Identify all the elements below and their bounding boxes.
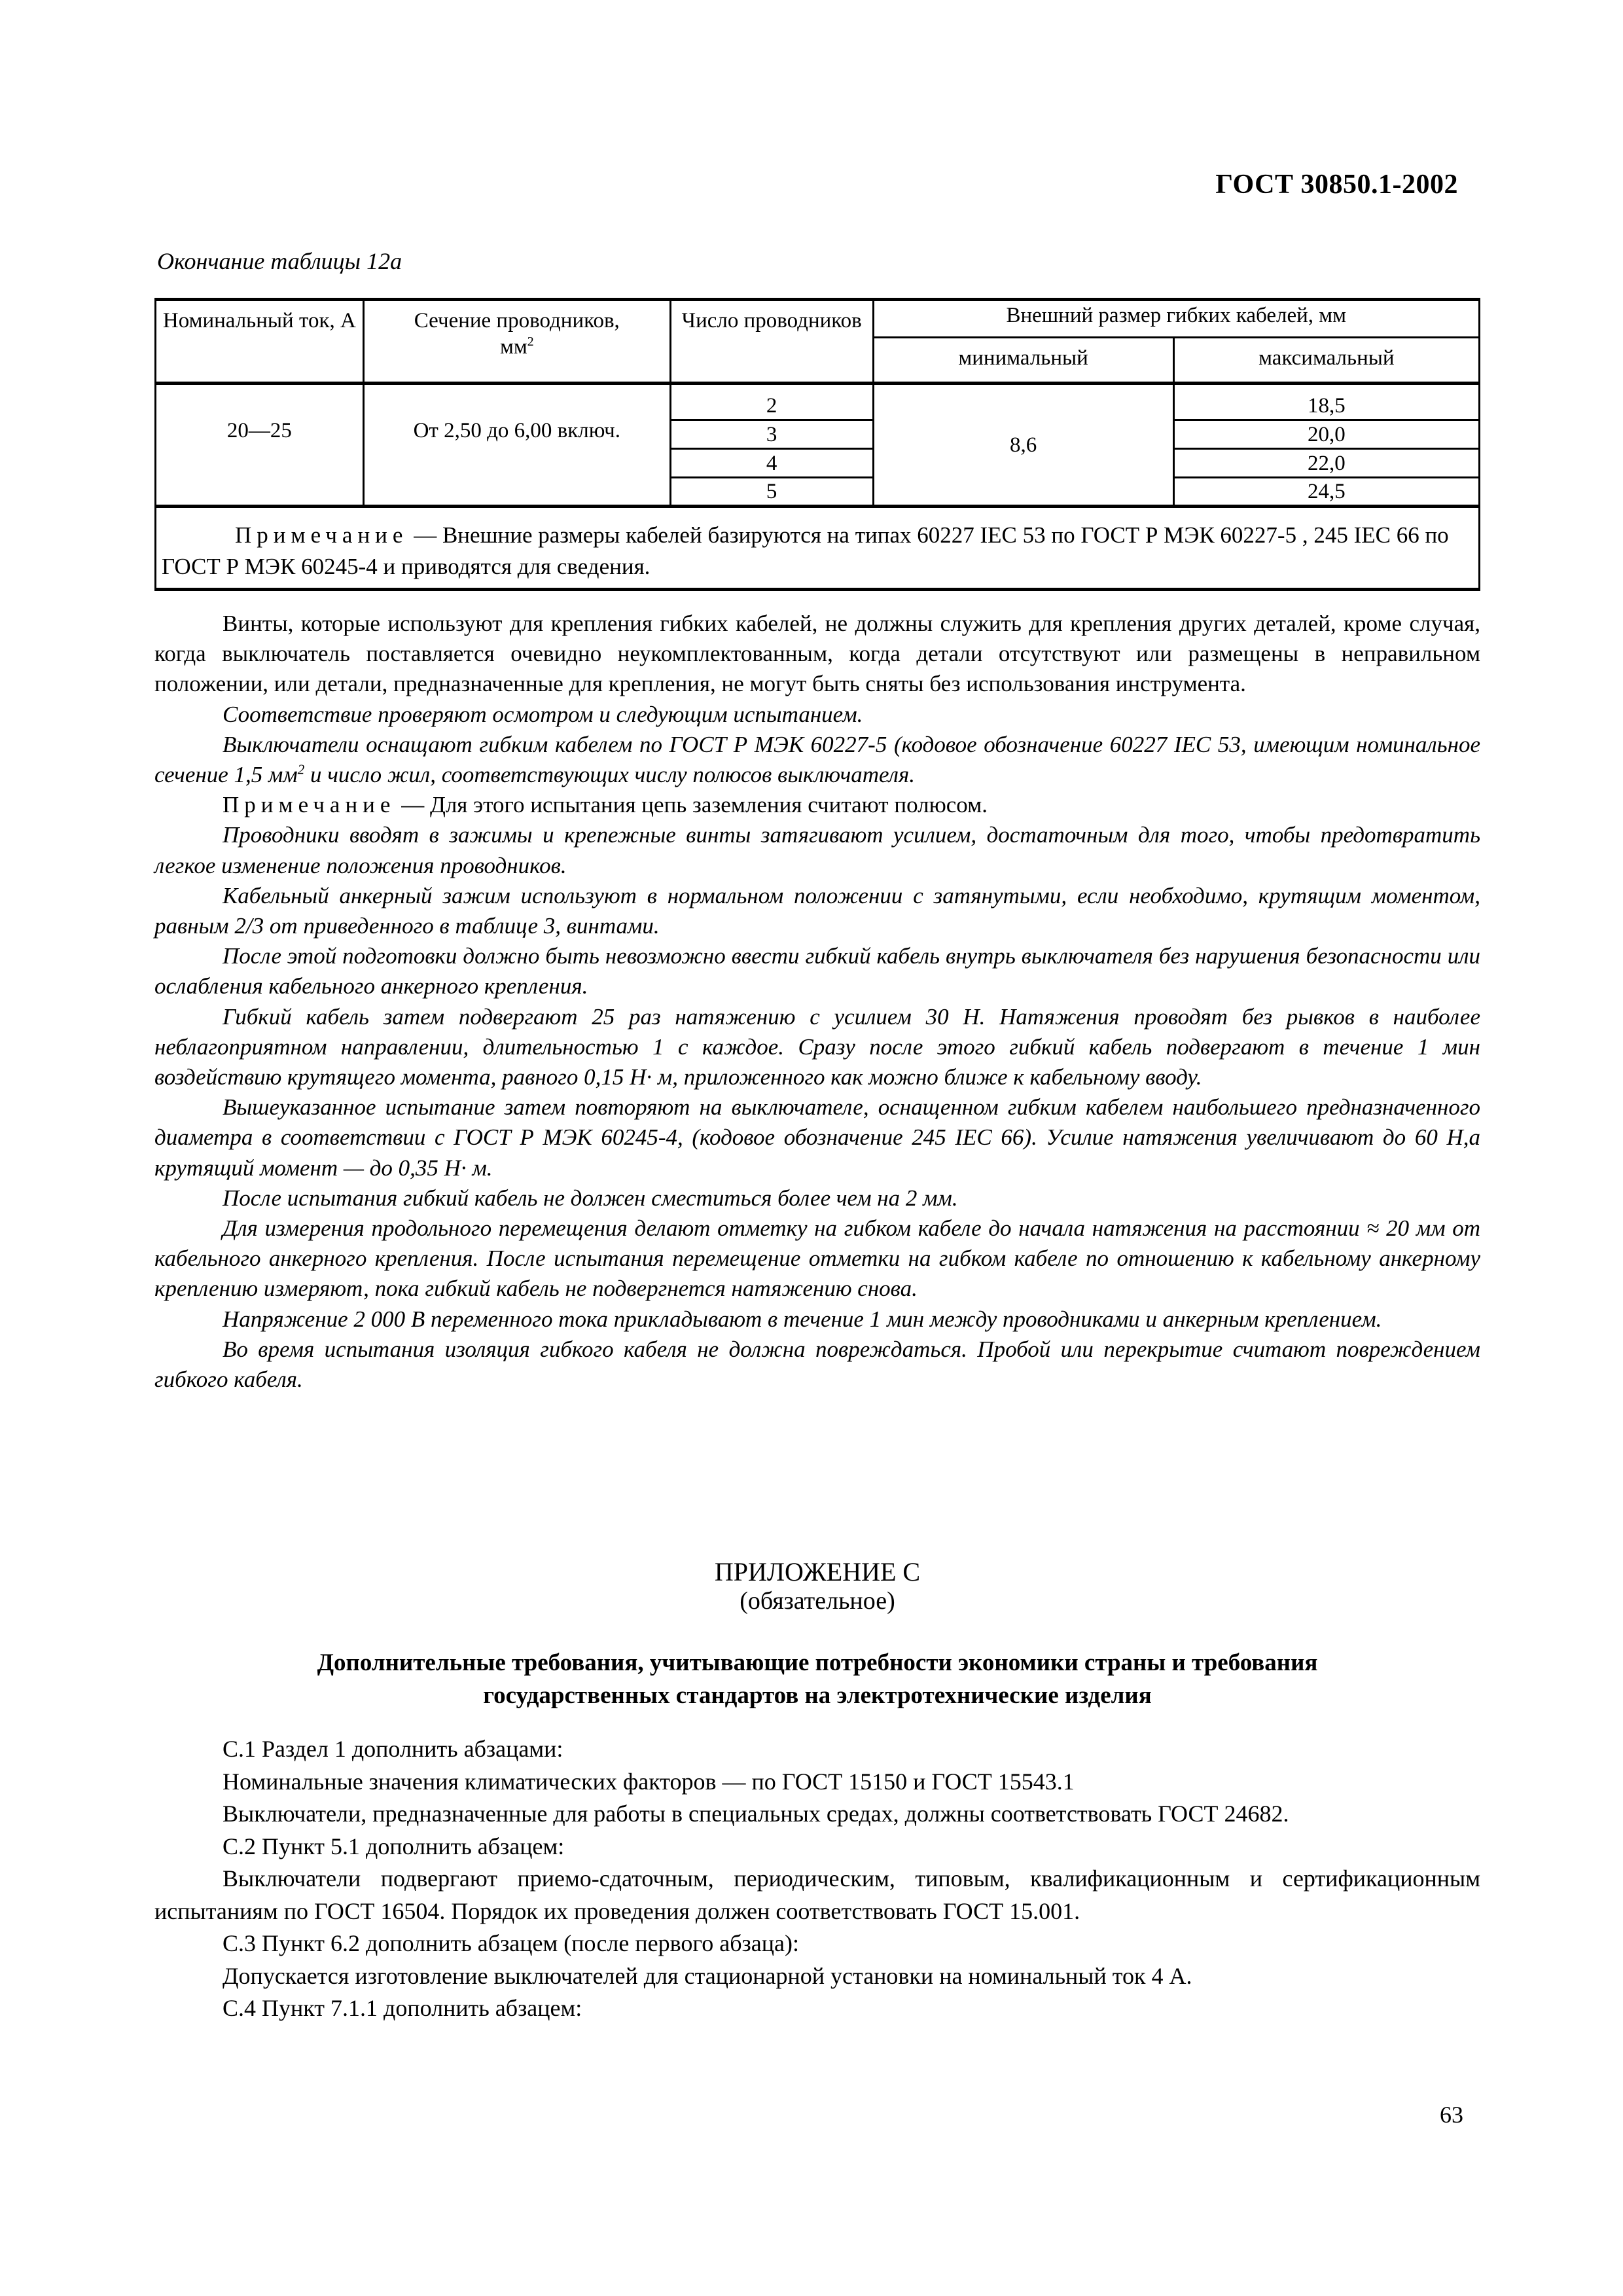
- cable-size-table: [154, 298, 1480, 591]
- note-paragraph: [154, 790, 1480, 820]
- paragraph: После этой подготовки должно быть невозможно ввести гибкий кабель внутрь выключателя без нарушения безопасности или ослабления кабельного анкерного крепления.: [154, 943, 1480, 999]
- appendix-paragraph: С.4 Пункт 7.1.1 дополнить абзацем:: [223, 1995, 582, 2021]
- cell-count-2: 3: [670, 420, 873, 449]
- cell-max-4: 24,5: [1173, 478, 1479, 507]
- header-outer-size: Внешний размер гибких кабелей, мм: [873, 300, 1480, 338]
- cell-count-4: 5: [670, 478, 873, 507]
- note-text: — Для этого испытания цепь заземления считают полюсом.: [395, 792, 988, 818]
- cell-count-1: 2: [670, 384, 873, 420]
- appendix-heading-line2: государственных стандартов на электротехнические изделия: [483, 1682, 1152, 1709]
- cell-max-2: 20,0: [1173, 420, 1479, 449]
- paragraph-part: Выключатели оснащают гибким кабелем по ГОСТ Р МЭК 60227-5 (кодовое обозначение 60227 IEC 53, имеющим номинальное сечение 1,5 мм: [154, 731, 1480, 788]
- appendix-title: ПРИЛОЖЕНИЕ С: [714, 1557, 921, 1587]
- document-code: ГОСТ 30850.1-2002: [1215, 170, 1458, 200]
- superscript: 2: [297, 761, 305, 778]
- appendix-heading-line1: Дополнительные требования, учитывающие потребности экономики страны и требования: [317, 1649, 1318, 1676]
- body-text: [154, 609, 1480, 1395]
- appendix-paragraph: С.1 Раздел 1 дополнить абзацами:: [223, 1736, 563, 1762]
- appendix-paragraph: Допускается изготовление выключателей для стационарной установки на номинальный ток 4 А.: [223, 1962, 1192, 1989]
- paragraph: Кабельный анкерный зажим используют в нормальном положении с затянутыми, если необходимо, крутящим моментом, равным 2/3 от приведенного в таблице 3, винтами.: [154, 882, 1480, 939]
- paragraph: Для измерения продольного перемещения делают отметку на гибком кабеле до начала натяжения на расстоянии ≈ 20 мм от кабельного анкерного крепления. После испытания перемещение отметки на гибком кабеле по отношению к кабельному анкерному креплению измеряют, пока гибкий кабель не подвергнется натяжению снова.: [154, 1215, 1480, 1302]
- cell-max-1: 18,5: [1173, 384, 1479, 420]
- header-count: Число проводников: [670, 300, 873, 384]
- header-section: [363, 300, 670, 384]
- paragraph: [154, 730, 1480, 790]
- appendix-paragraph: С.3 Пункт 6.2 дополнить абзацем (после первого абзаца):: [223, 1930, 799, 1956]
- cell-current: 20—25: [156, 384, 364, 507]
- header-section-unit: мм: [499, 335, 527, 359]
- paragraph: Соответствие проверяют осмотром и следующим испытанием.: [223, 701, 863, 727]
- paragraph: Напряжение 2 000 В переменного тока прикладывают в течение 1 мин между проводниками и анкерным креплением.: [223, 1306, 1382, 1332]
- header-max: максимальный: [1173, 338, 1479, 384]
- paragraph-part: и число жил, соответствующих числу полюсов выключателя.: [304, 762, 915, 788]
- table-note: [156, 507, 1480, 590]
- appendix-paragraph: Выключатели, предназначенные для работы в специальных средах, должны соответствовать ГОСТ 24682.: [223, 1801, 1289, 1827]
- paragraph: Винты, которые используют для крепления гибких кабелей, не должны служить для крепления других деталей, кроме случая, когда выключатель поставляется очевидно неукомплектованным, когда детали отсутствуют или размещены в неправильном положении, или детали, предназначенные для крепления, не могут быть сняты без использования инструмента.: [154, 611, 1480, 697]
- note-label: Примечание: [223, 792, 396, 818]
- table-note-text: — Внешние размеры кабелей базируются на типах 60227 IEC 53 по ГОСТ Р МЭК 60227-5 , 245 IEC 66 по ГОСТ Р МЭК 60245-4 и приводятся для сведения.: [162, 522, 1449, 579]
- appendix-header: [154, 1558, 1480, 1712]
- paragraph: Проводники вводят в зажимы и крепежные винты затягивают усилием, достаточным для того, чтобы предотвратить легкое изменение положения проводников.: [154, 822, 1480, 878]
- table-note-label: Примечание: [235, 522, 408, 548]
- appendix-paragraph: С.2 Пункт 5.1 дополнить абзацем:: [223, 1833, 565, 1859]
- appendix-heading: [154, 1647, 1480, 1712]
- paragraph: После испытания гибкий кабель не должен сместиться более чем на 2 мм.: [223, 1185, 958, 1211]
- appendix-paragraph: Выключатели подвергают приемо-сдаточным, периодическим, типовым, квалификационным и сертификационным испытаниям по ГОСТ 16504. Порядок их проведения должен соответствовать ГОСТ 15.001.: [154, 1865, 1480, 1924]
- header-section-line1: Сечение проводников,: [414, 309, 620, 332]
- cell-section: От 2,50 до 6,00 включ.: [363, 384, 670, 507]
- appendix-paragraph: Номинальные значения климатических факторов — по ГОСТ 15150 и ГОСТ 15543.1: [223, 1768, 1075, 1795]
- cell-count-3: 4: [670, 449, 873, 478]
- page-number: 63: [1440, 2102, 1463, 2128]
- header-current: Номинальный ток, А: [156, 300, 364, 384]
- table-caption: Окончание таблицы 12а: [157, 248, 402, 274]
- cell-max-3: 22,0: [1173, 449, 1479, 478]
- header-min: минимальный: [873, 338, 1173, 384]
- header-section-sup: 2: [527, 334, 534, 349]
- appendix-body: [154, 1733, 1480, 2025]
- paragraph: Вышеуказанное испытание затем повторяют на выключателе, оснащенном гибким кабелем наибольшего предназначенного диаметра в соответствии с ГОСТ Р МЭК 60245-4, (кодовое обозначение 245 IEC 66). Усилие натяжения увеличивают до 60 Н,а крутящий момент — до 0,35 Н· м.: [154, 1094, 1480, 1181]
- paragraph: Во время испытания изоляция гибкого кабеля не должна повреждаться. Пробой или перекрытие считают повреждением гибкого кабеля.: [154, 1336, 1480, 1393]
- appendix-status: (обязательное): [740, 1587, 895, 1615]
- cell-min: 8,6: [873, 384, 1173, 507]
- paragraph: Гибкий кабель затем подвергают 25 раз натяжению с усилием 30 Н. Натяжения проводят без рывков в наиболее неблагоприятном направлении, длительностью 1 с каждое. Сразу после этого гибкий кабель подвергают в течение 1 мин воздействию крутящего момента, равного 0,15 Н· м, приложенного как можно ближе к кабельному вводу.: [154, 1003, 1480, 1090]
